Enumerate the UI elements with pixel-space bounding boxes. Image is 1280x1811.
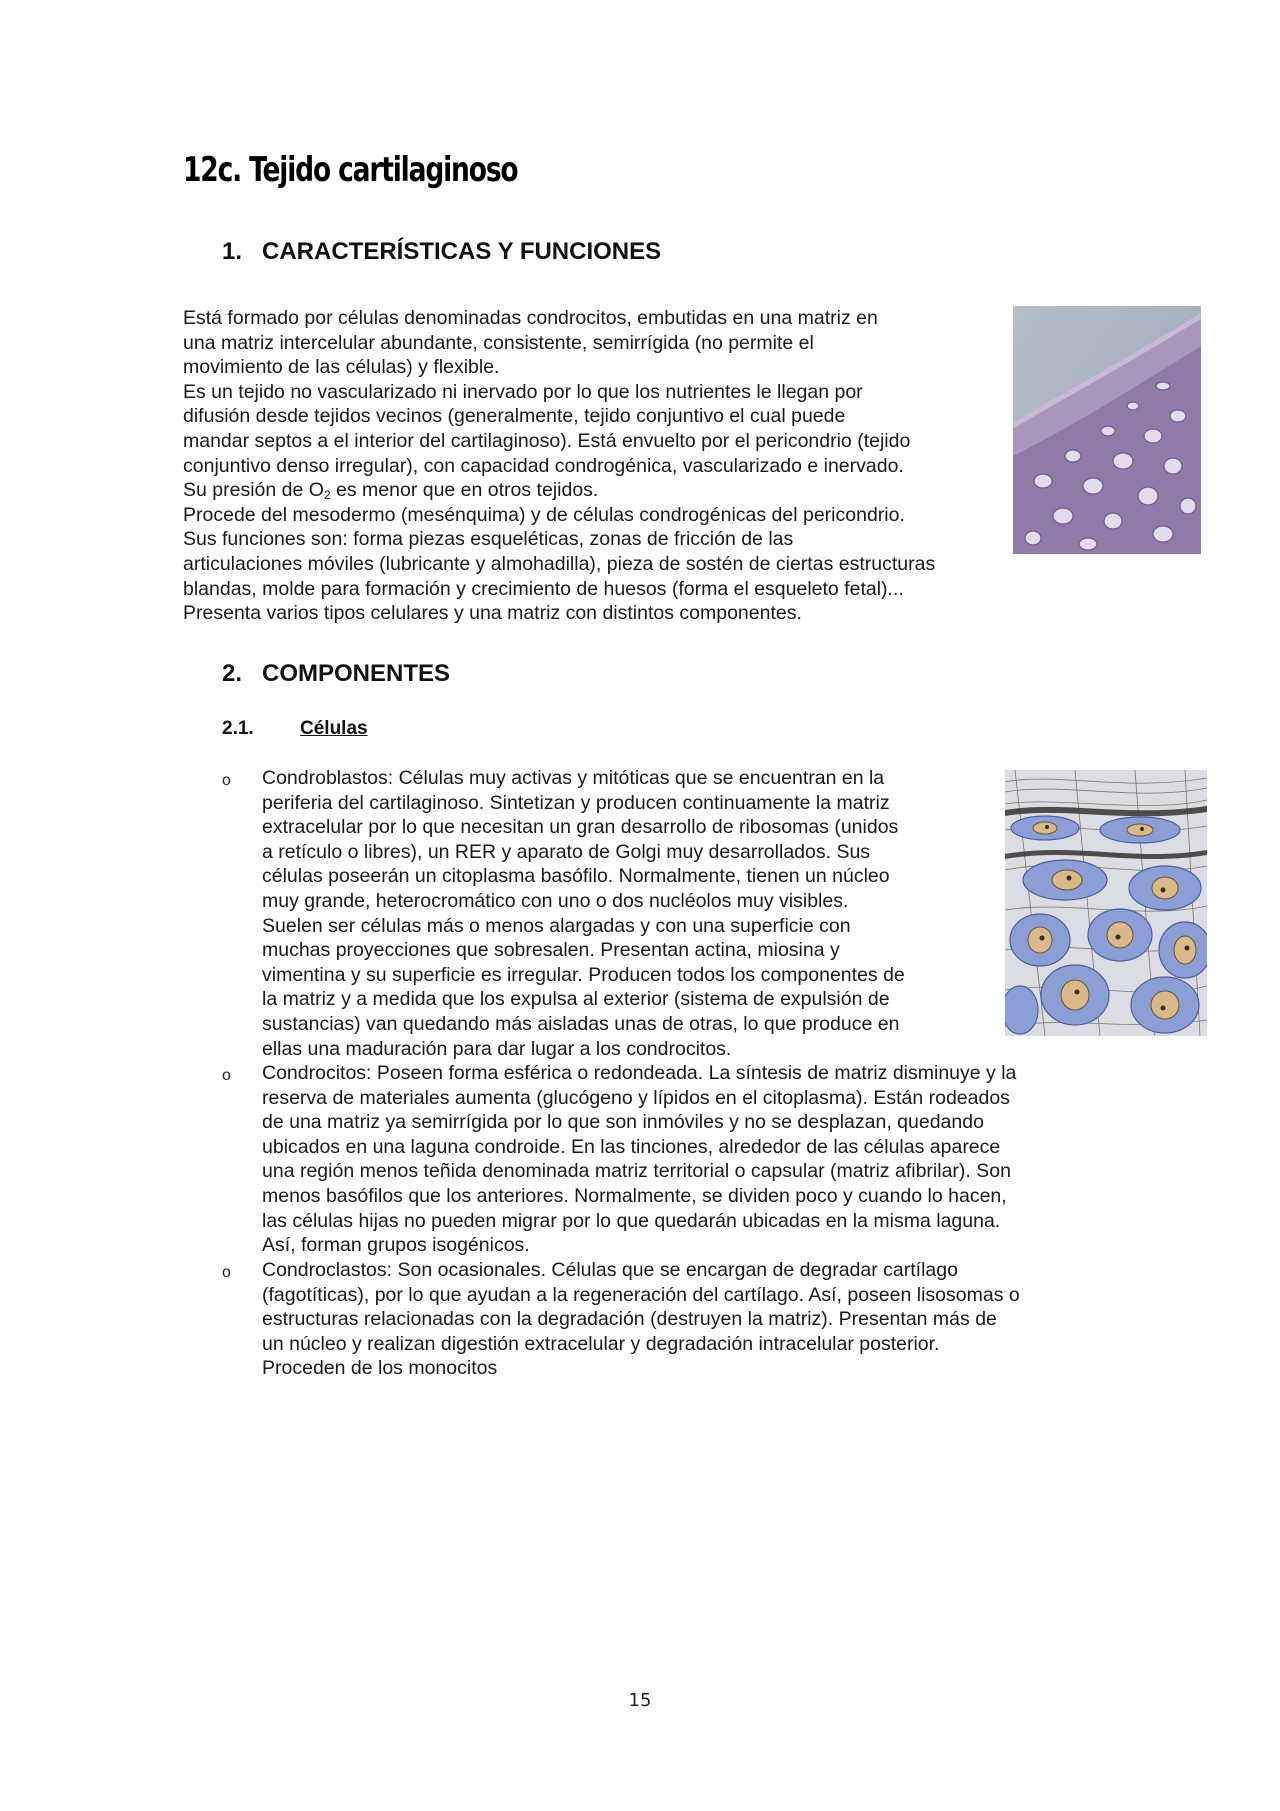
text-line: Sus funciones son: forma piezas esqueléticas, zonas de fricción de las: [183, 528, 794, 551]
text-line: conjuntivo denso irregular), con capacidad condrogénica, vascularizado e inervado.: [183, 454, 904, 477]
text-line: vimentina y su superficie es irregular. Producen todos los componentes de: [262, 963, 905, 986]
text-line: ellas una maduración para dar lugar a los condrocitos.: [262, 1037, 732, 1060]
section-2-heading: [222, 660, 450, 688]
text-line: Condrocitos: Poseen forma esférica o redondeada. La síntesis de matriz disminuye y la: [262, 1062, 1017, 1084]
chondroblast-illustration: [1005, 770, 1207, 1036]
cartilage-micrograph: [1013, 306, 1201, 554]
text-line: Suelen ser células más o menos alargadas y con una superficie con: [262, 914, 851, 937]
text-line: Es un tejido no vascularizado ni inervado por lo que los nutrientes le llegan por: [183, 380, 863, 403]
text-line-o2: [183, 478, 935, 503]
text-line: de una matriz ya semirrígida por lo que son inmóviles y no se desplazan, quedando: [262, 1111, 984, 1134]
text-line: Proceden de los monocitos: [262, 1357, 498, 1380]
text-line: las células hijas no pueden migrar por lo que quedarán ubicadas en la misma laguna.: [262, 1209, 1001, 1232]
text-line: menos basófilos que los anteriores. Normalmente, se dividen poco y cuando lo hacen,: [262, 1184, 1007, 1207]
text-line: Condroblastos: Células muy activas y mitóticas que se encuentran en la: [262, 767, 885, 789]
section-2-title: COMPONENTES: [262, 660, 451, 687]
text-line: una región menos teñida denominada matriz territorial o capsular (matriz afibrilar). Son: [262, 1160, 1011, 1183]
bullet-marker: o: [222, 1067, 231, 1084]
text-line: Así, forman grupos isogénicos.: [262, 1234, 530, 1257]
text-line: articulaciones móviles (lubricante y almohadilla), pieza de sostén de ciertas estructuras: [183, 552, 936, 575]
text-line: sustancias) van quedando más aisladas unas de otras, lo que produce en: [262, 1012, 900, 1035]
text-line: muchas proyecciones que sobresalen. Presentan actina, miosina y: [262, 939, 840, 962]
text-line: Procede del mesodermo (mesénquima) y de células condrogénicas del pericondrio.: [183, 503, 905, 526]
text-line: una matriz intercelular abundante, consistente, semirrígida (no permite el: [183, 331, 814, 354]
text-line: estructuras relacionadas con la degradación (destruyen la matriz). Presentan más de: [262, 1308, 997, 1331]
text-line: mandar septos a el interior del cartilaginoso). Está envuelto por el pericondrio (tejido: [183, 429, 911, 452]
text-line: (fagotíticas), por lo que ayudan a la regeneración del cartílago. Así, poseen lisosomas o: [262, 1283, 1020, 1306]
list-item-condroclastos: [262, 1258, 1020, 1381]
text-line: ubicados en una laguna condroide. En las tinciones, alrededor de las células aparece: [262, 1135, 1001, 1158]
bullet-marker: o: [222, 1264, 231, 1281]
text-line: Está formado por células denominadas condrocitos, embutidas en una matriz en: [183, 307, 878, 329]
subsection-number: 2.1.: [222, 718, 254, 739]
text-line: difusión desde tejidos vecinos (generalmente, tejido conjuntivo el cual puede: [183, 405, 846, 428]
list-item-condrocitos: [262, 1061, 1016, 1258]
text-line: reserva de materiales aumenta (glucógeno y lípidos en el citoplasma). Están rodeados: [262, 1086, 1010, 1109]
section-1-number: 1.: [222, 238, 243, 265]
o2-subscript: 2: [323, 488, 331, 503]
section-1-paragraph: [183, 306, 935, 626]
text-line: Condroclastos: Son ocasionales. Células que se encargan de degradar cartílago: [262, 1259, 958, 1281]
page-number: 15: [628, 1690, 652, 1711]
text-line: extracelular por lo que necesitan un gran desarrollo de ribosomas (unidos: [262, 816, 899, 839]
section-1-title: CARACTERÍSTICAS Y FUNCIONES: [262, 238, 662, 265]
bullet-marker: o: [222, 772, 231, 789]
subsection-2-1-heading: [222, 718, 368, 740]
text-line: muy grande, heterocromático con uno o dos nucléolos muy visibles.: [262, 889, 849, 912]
text-line: Presenta varios tipos celulares y una matriz con distintos componentes.: [183, 602, 802, 625]
list-item-condroblastos: [262, 766, 905, 1061]
o2-rest: es menor que en otros tejidos.: [330, 479, 599, 502]
section-1-heading: [222, 238, 661, 266]
text-line: a retículo o libres), un RER y aparato de Golgi muy desarrollados. Sus: [262, 840, 871, 863]
subsection-title: Células: [300, 718, 368, 739]
text-line: movimiento de las células) y flexible.: [183, 356, 500, 379]
text-line: un núcleo y realizan digestión extracelular y degradación intracelular posterior.: [262, 1332, 940, 1355]
text-line: periferia del cartilaginoso. Sintetizan y producen continuamente la matriz: [262, 791, 890, 814]
o2-prefix: Su presión de O: [183, 479, 324, 502]
text-line: blandas, molde para formación y crecimiento de huesos (forma el esqueleto fetal)...: [183, 577, 904, 600]
text-line: células poseerán un citoplasma basófilo. Normalmente, tienen un núcleo: [262, 865, 890, 888]
text-line: la matriz y a medida que los expulsa al exterior (sistema de expulsión de: [262, 988, 890, 1011]
section-2-number: 2.: [222, 660, 243, 687]
page-title: 12c. Tejido cartilaginoso: [183, 150, 518, 190]
